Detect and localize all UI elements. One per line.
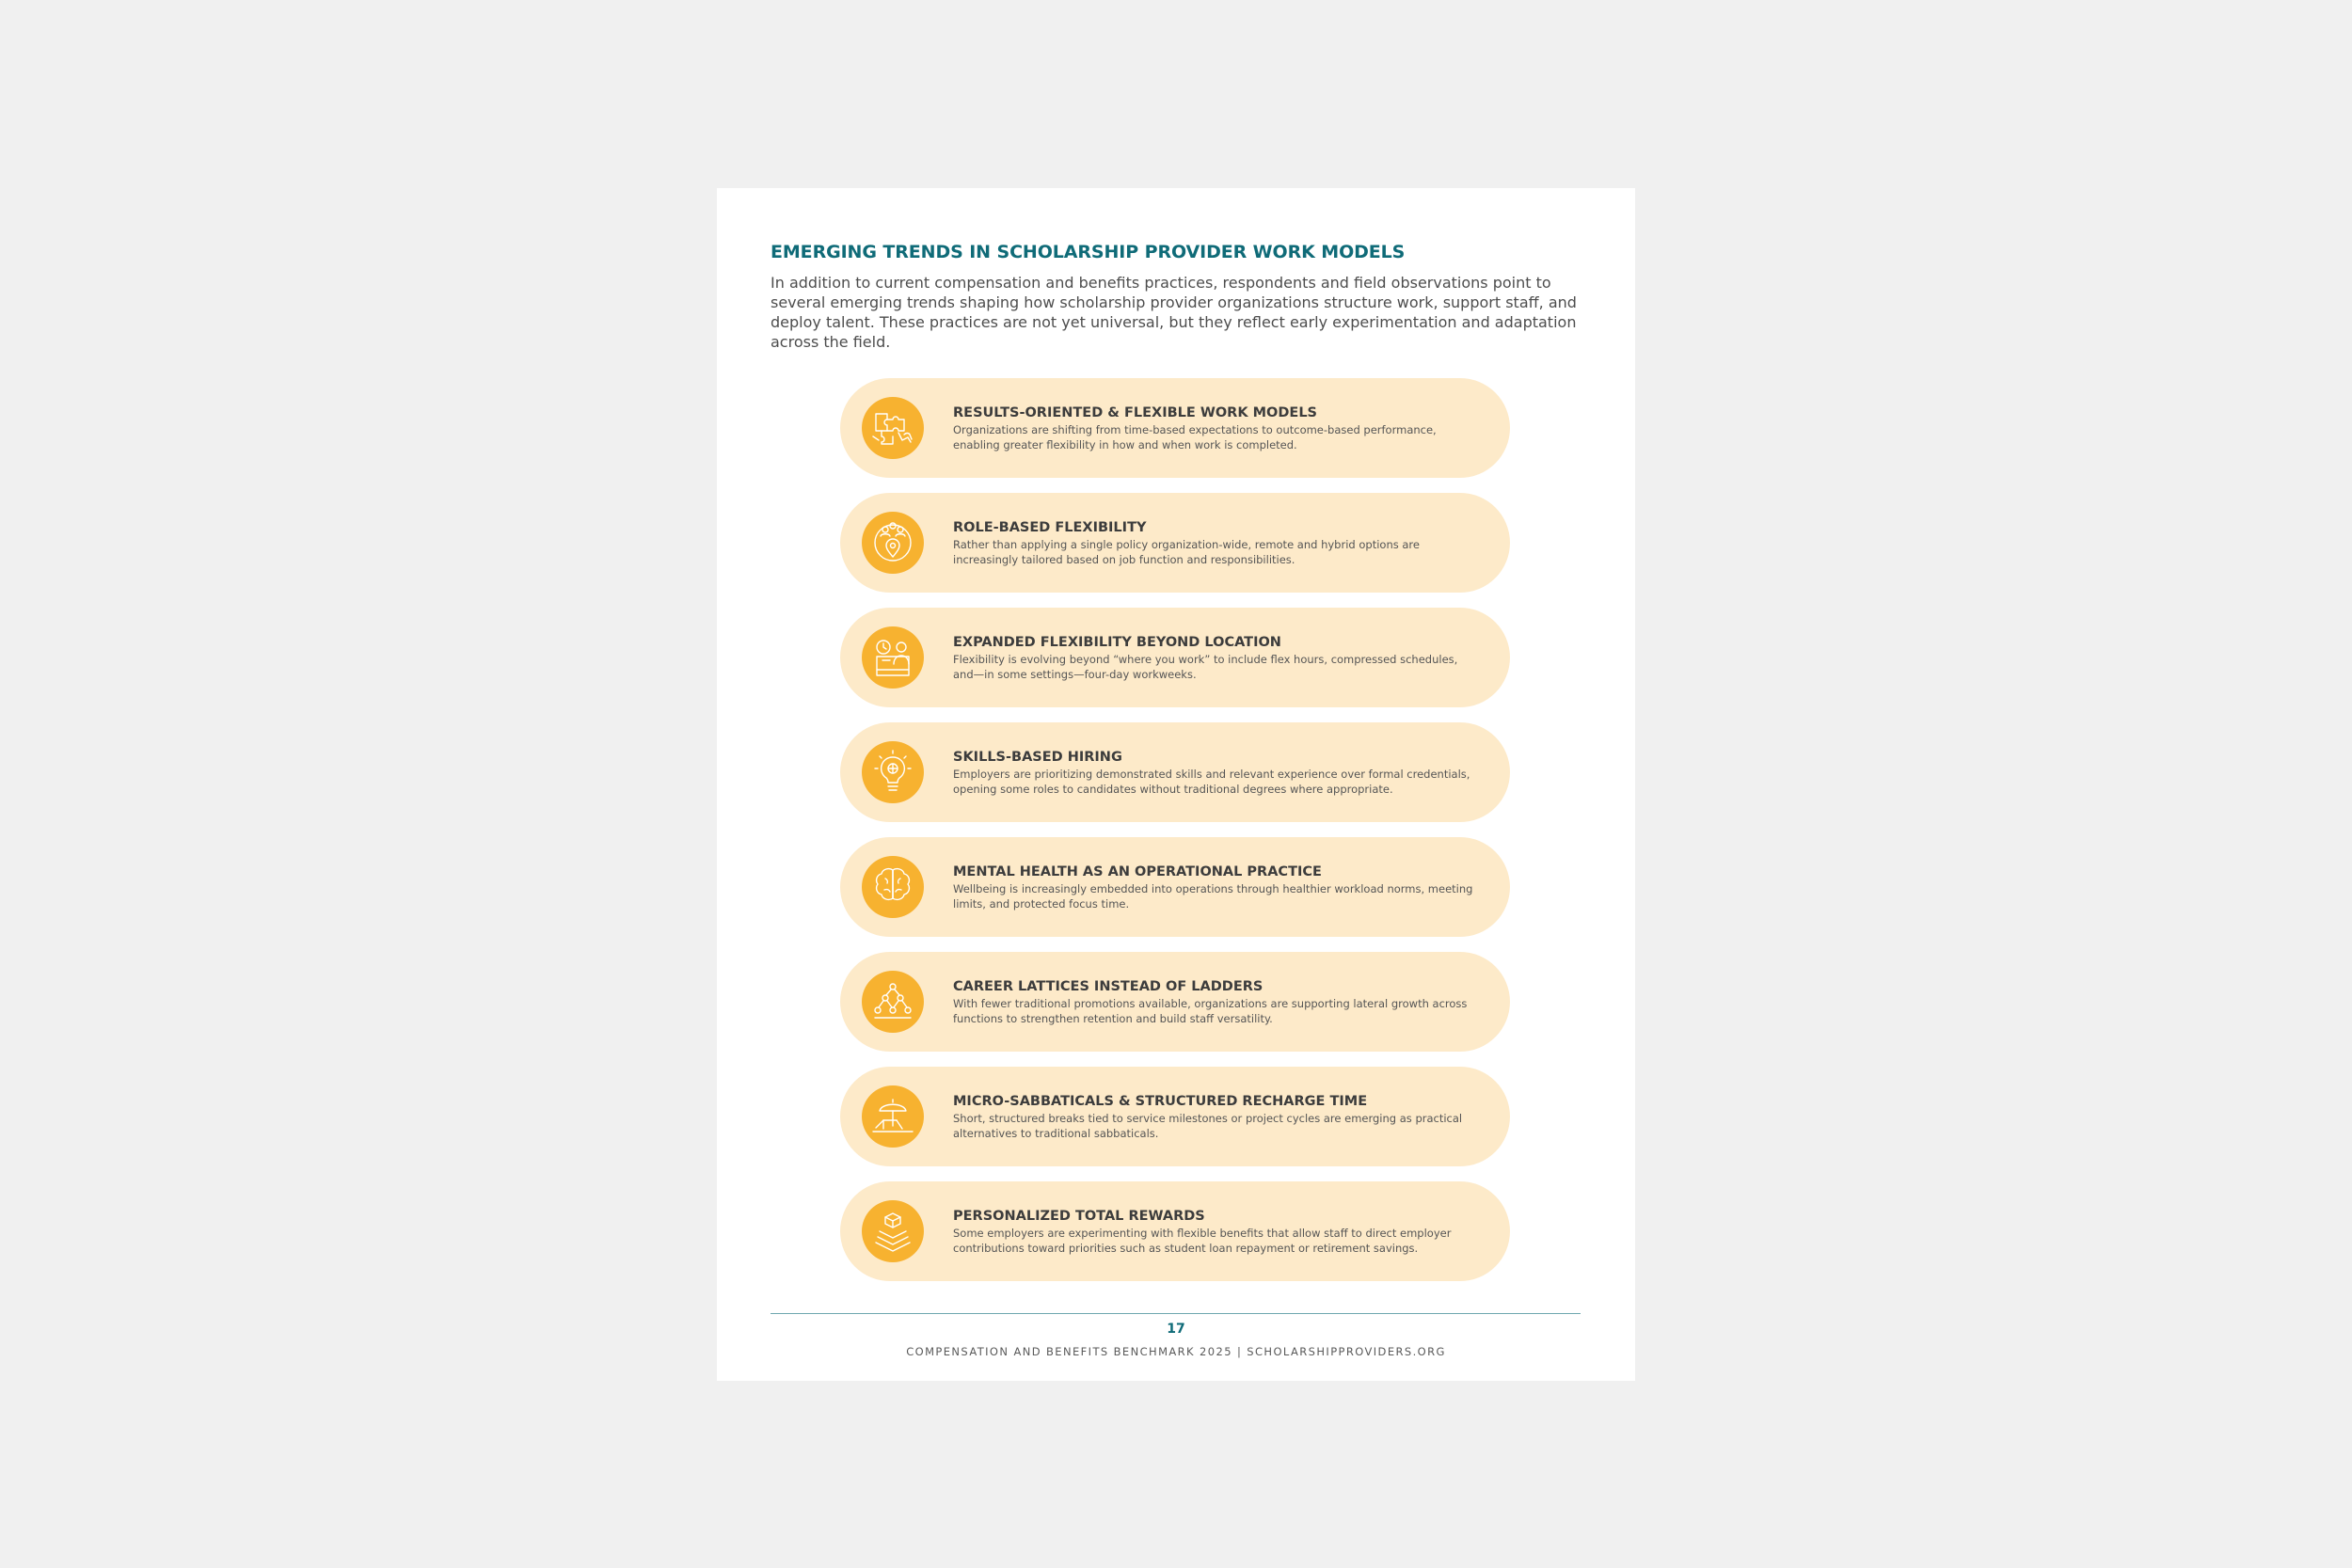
career-lattice-icon	[862, 971, 924, 1033]
rewards-stack-icon	[862, 1200, 924, 1262]
trend-description: With fewer traditional promotions available, organizations are supporting lateral growth across functions to strengthen retention and build staff versatility.	[953, 996, 1468, 1025]
trend-card-skills-based-hiring	[840, 722, 1510, 822]
trend-description: Rather than applying a single policy organization-wide, remote and hybrid options are increasingly tailored based on job function and responsibilities.	[953, 537, 1420, 566]
puzzle-hands-icon	[862, 397, 924, 459]
team-location-icon	[862, 512, 924, 574]
brain-icon	[862, 856, 924, 918]
trend-title: CAREER LATTICES INSTEAD OF LADDERS	[953, 978, 1263, 994]
trend-card-role-based-flexibility	[840, 493, 1510, 593]
trend-description: Flexibility is evolving beyond “where you work” to include flex hours, compressed schedules, and—in some settings—four-day workweeks.	[953, 652, 1458, 681]
trend-card-expanded-flexibility	[840, 608, 1510, 707]
intro-paragraph: In addition to current compensation and benefits practices, respondents and field observations point to several emerging trends shaping how scholarship provider organizations structure work, support staff, and deploy talent. These practices are not yet universal, but they reflect early experimentation and adaptation across the field.	[771, 274, 1577, 351]
beach-chair-icon	[862, 1085, 924, 1148]
trend-title: SKILLS-BASED HIRING	[953, 749, 1122, 765]
trend-title: PERSONALIZED TOTAL REWARDS	[953, 1208, 1205, 1224]
trend-title: MENTAL HEALTH AS AN OPERATIONAL PRACTICE	[953, 863, 1322, 879]
trend-title: MICRO-SABBATICALS & STRUCTURED RECHARGE TIME	[953, 1093, 1368, 1109]
trend-description: Short, structured breaks tied to service milestones or project cycles are emerging as practical alternatives to traditional sabbaticals.	[953, 1111, 1463, 1140]
trend-card-micro-sabbaticals	[840, 1067, 1510, 1166]
footer-text: COMPENSATION AND BENEFITS BENCHMARK 2025 | SCHOLARSHIPPROVIDERS.ORG	[906, 1345, 1446, 1358]
trend-card-results-oriented	[840, 378, 1510, 478]
trend-list	[840, 378, 1510, 1296]
trend-description: Wellbeing is increasingly embedded into operations through healthier workload norms, meeting limits, and protected focus time.	[953, 881, 1473, 911]
page-number: 17	[1167, 1322, 1185, 1337]
trend-card-mental-health	[840, 837, 1510, 937]
trend-title: ROLE-BASED FLEXIBILITY	[953, 519, 1147, 535]
page-title: EMERGING TRENDS IN SCHOLARSHIP PROVIDER WORK MODELS	[771, 242, 1406, 262]
trend-description: Some employers are experimenting with flexible benefits that allow staff to direct employer contributions toward priorities such as student loan repayment or retirement savings.	[953, 1226, 1452, 1255]
trend-card-career-lattices	[840, 952, 1510, 1052]
lightbulb-icon	[862, 741, 924, 803]
trend-card-personalized-rewards	[840, 1181, 1510, 1281]
footer-divider	[771, 1313, 1581, 1314]
trend-description: Employers are prioritizing demonstrated skills and relevant experience over formal credentials, opening some roles to candidates without traditional degrees where appropriate.	[953, 767, 1470, 796]
trend-description: Organizations are shifting from time-based expectations to outcome-based performance, enabling greater flexibility in how and when work is completed.	[953, 422, 1437, 451]
trend-title: RESULTS-ORIENTED & FLEXIBLE WORK MODELS	[953, 404, 1317, 420]
flex-hours-icon	[862, 626, 924, 689]
document-page	[717, 188, 1635, 1381]
trend-title: EXPANDED FLEXIBILITY BEYOND LOCATION	[953, 634, 1281, 650]
